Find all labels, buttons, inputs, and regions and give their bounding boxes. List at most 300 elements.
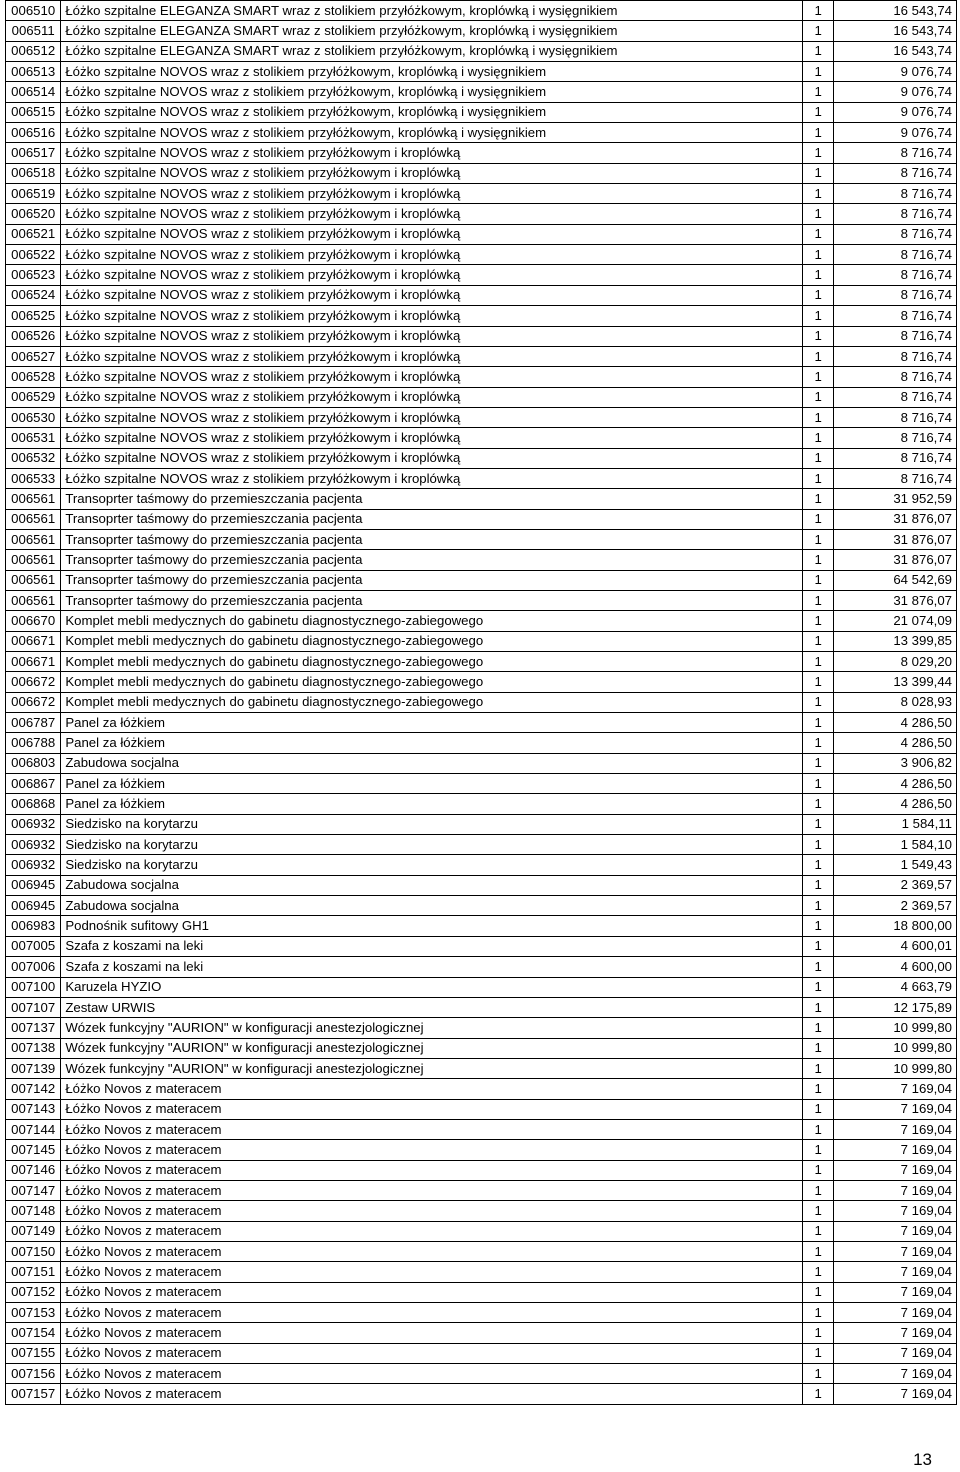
inventory-number: 006867 (6, 774, 61, 794)
inventory-number: 006803 (6, 753, 61, 773)
item-name: Komplet mebli medycznych do gabinetu diagnostycznego-zabiegowego (61, 692, 803, 712)
item-value: 31 876,07 (834, 590, 957, 610)
inventory-number: 007153 (6, 1303, 61, 1323)
inventory-number: 006932 (6, 814, 61, 834)
item-quantity: 1 (803, 774, 834, 794)
inventory-number: 006983 (6, 916, 61, 936)
item-name: Panel za łóżkiem (61, 733, 803, 753)
item-quantity: 1 (803, 1221, 834, 1241)
item-name: Komplet mebli medycznych do gabinetu diagnostycznego-zabiegowego (61, 672, 803, 692)
table-row (6, 367, 957, 387)
inventory-number: 007156 (6, 1364, 61, 1384)
item-quantity: 1 (803, 631, 834, 651)
item-name: Transoprter taśmowy do przemieszczania pacjenta (61, 590, 803, 610)
item-name: Łóżko szpitalne NOVOS wraz z stolikiem przyłóżkowym i kroplówką (61, 346, 803, 366)
item-value: 8 716,74 (834, 346, 957, 366)
item-quantity: 1 (803, 794, 834, 814)
table-row (6, 41, 957, 61)
item-value: 8 716,74 (834, 143, 957, 163)
inventory-number: 006561 (6, 529, 61, 549)
item-value: 9 076,74 (834, 102, 957, 122)
inventory-number: 006788 (6, 733, 61, 753)
inventory-number: 007146 (6, 1160, 61, 1180)
table-row (6, 1140, 957, 1160)
table-row (6, 977, 957, 997)
item-name: Panel za łóżkiem (61, 794, 803, 814)
inventory-number: 006515 (6, 102, 61, 122)
inventory-number: 007148 (6, 1201, 61, 1221)
table-row (6, 468, 957, 488)
item-quantity: 1 (803, 611, 834, 631)
item-value: 4 663,79 (834, 977, 957, 997)
inventory-number: 007154 (6, 1323, 61, 1343)
item-name: Łóżko Novos z materacem (61, 1140, 803, 1160)
item-quantity: 1 (803, 143, 834, 163)
inventory-number: 006561 (6, 590, 61, 610)
item-quantity: 1 (803, 306, 834, 326)
item-quantity: 1 (803, 224, 834, 244)
item-name: Zabudowa socjalna (61, 875, 803, 895)
item-value: 1 584,11 (834, 814, 957, 834)
item-quantity: 1 (803, 448, 834, 468)
item-name: Łóżko szpitalne NOVOS wraz z stolikiem przyłóżkowym, kroplówką i wysięgnikiem (61, 123, 803, 143)
item-name: Łóżko szpitalne NOVOS wraz z stolikiem przyłóżkowym i kroplówką (61, 407, 803, 427)
table-row (6, 957, 957, 977)
item-name: Łóżko szpitalne ELEGANZA SMART wraz z stolikiem przyłóżkowym, kroplówką i wysięgnikiem (61, 21, 803, 41)
item-quantity: 1 (803, 407, 834, 427)
table-row (6, 346, 957, 366)
table-row (6, 550, 957, 570)
item-quantity: 1 (803, 1364, 834, 1384)
table-row (6, 1221, 957, 1241)
inventory-number: 006561 (6, 509, 61, 529)
item-value: 8 716,74 (834, 326, 957, 346)
item-quantity: 1 (803, 1343, 834, 1363)
table-row (6, 1241, 957, 1261)
item-value: 18 800,00 (834, 916, 957, 936)
item-name: Łóżko szpitalne NOVOS wraz z stolikiem przyłóżkowym i kroplówką (61, 245, 803, 265)
table-row (6, 794, 957, 814)
item-quantity: 1 (803, 713, 834, 733)
item-name: Łóżko Novos z materacem (61, 1079, 803, 1099)
item-name: Łóżko szpitalne NOVOS wraz z stolikiem przyłóżkowym i kroplówką (61, 306, 803, 326)
item-name: Łóżko Novos z materacem (61, 1364, 803, 1384)
item-quantity: 1 (803, 1, 834, 21)
item-quantity: 1 (803, 997, 834, 1017)
inventory-number: 006671 (6, 631, 61, 651)
item-name: Siedzisko na korytarzu (61, 814, 803, 834)
item-quantity: 1 (803, 672, 834, 692)
item-quantity: 1 (803, 184, 834, 204)
item-value: 2 369,57 (834, 875, 957, 895)
inventory-number: 006672 (6, 672, 61, 692)
item-name: Łóżko szpitalne NOVOS wraz z stolikiem przyłóżkowym i kroplówką (61, 387, 803, 407)
item-quantity: 1 (803, 245, 834, 265)
item-name: Transoprter taśmowy do przemieszczania pacjenta (61, 529, 803, 549)
item-value: 31 952,59 (834, 489, 957, 509)
table-row (6, 611, 957, 631)
item-name: Łóżko szpitalne NOVOS wraz z stolikiem przyłóżkowym i kroplówką (61, 204, 803, 224)
item-value: 12 175,89 (834, 997, 957, 1017)
table-row (6, 489, 957, 509)
item-quantity: 1 (803, 428, 834, 448)
table-row (6, 123, 957, 143)
table-row (6, 1079, 957, 1099)
item-name: Zabudowa socjalna (61, 753, 803, 773)
inventory-number: 006519 (6, 184, 61, 204)
item-value: 16 543,74 (834, 1, 957, 21)
item-quantity: 1 (803, 41, 834, 61)
item-quantity: 1 (803, 855, 834, 875)
item-name: Łóżko szpitalne NOVOS wraz z stolikiem przyłóżkowym i kroplówką (61, 428, 803, 448)
table-row (6, 184, 957, 204)
item-name: Siedzisko na korytarzu (61, 855, 803, 875)
table-row (6, 326, 957, 346)
table-row (6, 306, 957, 326)
inventory-number: 006672 (6, 692, 61, 712)
inventory-number: 006526 (6, 326, 61, 346)
item-quantity: 1 (803, 733, 834, 753)
inventory-number: 006945 (6, 896, 61, 916)
item-name: Łóżko Novos z materacem (61, 1119, 803, 1139)
item-name: Zabudowa socjalna (61, 896, 803, 916)
item-quantity: 1 (803, 814, 834, 834)
item-value: 8 716,74 (834, 448, 957, 468)
item-name: Łóżko szpitalne NOVOS wraz z stolikiem przyłóżkowym i kroplówką (61, 285, 803, 305)
table-row (6, 163, 957, 183)
item-value: 7 169,04 (834, 1160, 957, 1180)
inventory-number: 007137 (6, 1018, 61, 1038)
table-row (6, 896, 957, 916)
item-value: 8 716,74 (834, 428, 957, 448)
item-value: 7 169,04 (834, 1384, 957, 1404)
item-value: 7 169,04 (834, 1180, 957, 1200)
item-name: Łóżko szpitalne NOVOS wraz z stolikiem przyłóżkowym i kroplówką (61, 448, 803, 468)
table-row (6, 448, 957, 468)
item-value: 8 028,93 (834, 692, 957, 712)
inventory-number: 007144 (6, 1119, 61, 1139)
item-quantity: 1 (803, 652, 834, 672)
table-row (6, 509, 957, 529)
table-row (6, 855, 957, 875)
table-row (6, 936, 957, 956)
table-row (6, 1058, 957, 1078)
table-row (6, 102, 957, 122)
item-quantity: 1 (803, 1303, 834, 1323)
item-value: 9 076,74 (834, 123, 957, 143)
item-quantity: 1 (803, 62, 834, 82)
table-row (6, 1038, 957, 1058)
item-value: 7 169,04 (834, 1241, 957, 1261)
item-name: Łóżko Novos z materacem (61, 1323, 803, 1343)
item-name: Łóżko szpitalne NOVOS wraz z stolikiem przyłóżkowym i kroplówką (61, 265, 803, 285)
item-name: Szafa z koszami na leki (61, 957, 803, 977)
item-quantity: 1 (803, 916, 834, 936)
inventory-number: 006512 (6, 41, 61, 61)
item-value: 4 286,50 (834, 774, 957, 794)
item-value: 2 369,57 (834, 896, 957, 916)
inventory-number: 006528 (6, 367, 61, 387)
item-value: 7 169,04 (834, 1099, 957, 1119)
inventory-number: 006932 (6, 835, 61, 855)
table-row (6, 21, 957, 41)
item-name: Podnośnik sufitowy GH1 (61, 916, 803, 936)
item-quantity: 1 (803, 1038, 834, 1058)
item-name: Wózek funkcyjny "AURION" w konfiguracji anestezjologicznej (61, 1058, 803, 1078)
item-quantity: 1 (803, 1282, 834, 1302)
item-value: 10 999,80 (834, 1038, 957, 1058)
inventory-number: 006517 (6, 143, 61, 163)
item-value: 8 716,74 (834, 265, 957, 285)
table-row (6, 143, 957, 163)
item-quantity: 1 (803, 529, 834, 549)
item-value: 7 169,04 (834, 1282, 957, 1302)
item-value: 1 549,43 (834, 855, 957, 875)
item-quantity: 1 (803, 1323, 834, 1343)
item-quantity: 1 (803, 346, 834, 366)
inventory-number: 007152 (6, 1282, 61, 1302)
item-name: Komplet mebli medycznych do gabinetu diagnostycznego-zabiegowego (61, 611, 803, 631)
inventory-number: 006932 (6, 855, 61, 875)
item-value: 8 716,74 (834, 204, 957, 224)
inventory-number: 007145 (6, 1140, 61, 1160)
item-quantity: 1 (803, 570, 834, 590)
item-value: 8 029,20 (834, 652, 957, 672)
inventory-number: 006529 (6, 387, 61, 407)
item-name: Łóżko Novos z materacem (61, 1201, 803, 1221)
item-value: 7 169,04 (834, 1323, 957, 1343)
inventory-number: 006670 (6, 611, 61, 631)
table-row (6, 1323, 957, 1343)
item-quantity: 1 (803, 1099, 834, 1119)
item-value: 4 286,50 (834, 794, 957, 814)
item-value: 8 716,74 (834, 224, 957, 244)
item-value: 7 169,04 (834, 1303, 957, 1323)
inventory-number: 006531 (6, 428, 61, 448)
item-value: 4 286,50 (834, 733, 957, 753)
item-name: Zestaw URWIS (61, 997, 803, 1017)
inventory-number: 006518 (6, 163, 61, 183)
item-quantity: 1 (803, 957, 834, 977)
table-row (6, 204, 957, 224)
table-row (6, 285, 957, 305)
item-quantity: 1 (803, 1262, 834, 1282)
item-name: Siedzisko na korytarzu (61, 835, 803, 855)
item-quantity: 1 (803, 1180, 834, 1200)
item-quantity: 1 (803, 550, 834, 570)
item-quantity: 1 (803, 204, 834, 224)
inventory-number: 006522 (6, 245, 61, 265)
item-value: 8 716,74 (834, 285, 957, 305)
inventory-number: 006520 (6, 204, 61, 224)
table-row (6, 733, 957, 753)
table-row (6, 1364, 957, 1384)
inventory-number: 007143 (6, 1099, 61, 1119)
inventory-number: 007157 (6, 1384, 61, 1404)
item-quantity: 1 (803, 468, 834, 488)
item-quantity: 1 (803, 1018, 834, 1038)
item-name: Karuzela HYZIO (61, 977, 803, 997)
table-row (6, 428, 957, 448)
item-value: 7 169,04 (834, 1221, 957, 1241)
item-quantity: 1 (803, 285, 834, 305)
inventory-number: 006524 (6, 285, 61, 305)
inventory-number: 007006 (6, 957, 61, 977)
item-name: Panel za łóżkiem (61, 774, 803, 794)
item-name: Wózek funkcyjny "AURION" w konfiguracji anestezjologicznej (61, 1018, 803, 1038)
table-row (6, 1160, 957, 1180)
item-value: 31 876,07 (834, 550, 957, 570)
table-row (6, 387, 957, 407)
inventory-number: 006513 (6, 62, 61, 82)
item-value: 1 584,10 (834, 835, 957, 855)
item-quantity: 1 (803, 1058, 834, 1078)
item-value: 10 999,80 (834, 1018, 957, 1038)
item-quantity: 1 (803, 875, 834, 895)
table-row (6, 1119, 957, 1139)
item-name: Łóżko szpitalne NOVOS wraz z stolikiem przyłóżkowym, kroplówką i wysięgnikiem (61, 62, 803, 82)
item-quantity: 1 (803, 265, 834, 285)
item-name: Łóżko szpitalne NOVOS wraz z stolikiem przyłóżkowym i kroplówką (61, 163, 803, 183)
table-row (6, 692, 957, 712)
inventory-number: 007151 (6, 1262, 61, 1282)
item-quantity: 1 (803, 1079, 834, 1099)
inventory-number: 007149 (6, 1221, 61, 1241)
inventory-number: 006527 (6, 346, 61, 366)
item-name: Łóżko Novos z materacem (61, 1099, 803, 1119)
table-row (6, 529, 957, 549)
item-name: Łóżko Novos z materacem (61, 1262, 803, 1282)
item-quantity: 1 (803, 692, 834, 712)
item-quantity: 1 (803, 1241, 834, 1261)
item-name: Wózek funkcyjny "AURION" w konfiguracji anestezjologicznej (61, 1038, 803, 1058)
item-value: 16 543,74 (834, 41, 957, 61)
item-name: Łóżko Novos z materacem (61, 1282, 803, 1302)
item-name: Transoprter taśmowy do przemieszczania pacjenta (61, 550, 803, 570)
table-row (6, 1180, 957, 1200)
table-row (6, 1018, 957, 1038)
item-quantity: 1 (803, 82, 834, 102)
table-row (6, 997, 957, 1017)
item-name: Transoprter taśmowy do przemieszczania pacjenta (61, 489, 803, 509)
item-name: Łóżko Novos z materacem (61, 1303, 803, 1323)
item-value: 9 076,74 (834, 62, 957, 82)
item-value: 9 076,74 (834, 82, 957, 102)
item-name: Łóżko Novos z materacem (61, 1160, 803, 1180)
item-value: 8 716,74 (834, 387, 957, 407)
inventory-number: 006523 (6, 265, 61, 285)
inventory-number: 006510 (6, 1, 61, 21)
table-row (6, 875, 957, 895)
item-quantity: 1 (803, 1119, 834, 1139)
inventory-number: 007138 (6, 1038, 61, 1058)
item-value: 4 600,00 (834, 957, 957, 977)
item-value: 8 716,74 (834, 367, 957, 387)
item-value: 21 074,09 (834, 611, 957, 631)
item-name: Transoprter taśmowy do przemieszczania pacjenta (61, 509, 803, 529)
item-value: 31 876,07 (834, 509, 957, 529)
item-name: Szafa z koszami na leki (61, 936, 803, 956)
item-value: 7 169,04 (834, 1079, 957, 1099)
inventory-number: 006561 (6, 550, 61, 570)
table-row (6, 672, 957, 692)
item-name: Łóżko szpitalne NOVOS wraz z stolikiem przyłóżkowym i kroplówką (61, 224, 803, 244)
table-row (6, 814, 957, 834)
table-row (6, 631, 957, 651)
item-quantity: 1 (803, 163, 834, 183)
inventory-number: 007150 (6, 1241, 61, 1261)
item-quantity: 1 (803, 509, 834, 529)
inventory-number: 006787 (6, 713, 61, 733)
inventory-number: 006532 (6, 448, 61, 468)
inventory-number: 007147 (6, 1180, 61, 1200)
table-row (6, 224, 957, 244)
table-row (6, 1099, 957, 1119)
inventory-number: 006671 (6, 652, 61, 672)
item-value: 7 169,04 (834, 1262, 957, 1282)
table-row (6, 82, 957, 102)
item-value: 31 876,07 (834, 529, 957, 549)
item-quantity: 1 (803, 387, 834, 407)
item-quantity: 1 (803, 21, 834, 41)
item-value: 8 716,74 (834, 468, 957, 488)
item-name: Łóżko szpitalne ELEGANZA SMART wraz z stolikiem przyłóżkowym, kroplówką i wysięgnikiem (61, 41, 803, 61)
table-row (6, 245, 957, 265)
table-row (6, 1343, 957, 1363)
item-name: Łóżko szpitalne NOVOS wraz z stolikiem przyłóżkowym, kroplówką i wysięgnikiem (61, 102, 803, 122)
table-row (6, 652, 957, 672)
item-quantity: 1 (803, 753, 834, 773)
inventory-number: 007139 (6, 1058, 61, 1078)
item-value: 16 543,74 (834, 21, 957, 41)
item-name: Łóżko Novos z materacem (61, 1343, 803, 1363)
item-name: Łóżko szpitalne NOVOS wraz z stolikiem przyłóżkowym i kroplówką (61, 367, 803, 387)
inventory-number: 007107 (6, 997, 61, 1017)
inventory-number: 007100 (6, 977, 61, 997)
page-number: 13 (913, 1450, 932, 1469)
table-row (6, 1282, 957, 1302)
item-value: 13 399,85 (834, 631, 957, 651)
item-quantity: 1 (803, 489, 834, 509)
item-value: 7 169,04 (834, 1343, 957, 1363)
inventory-number: 006525 (6, 306, 61, 326)
table-row (6, 1262, 957, 1282)
table-row (6, 1384, 957, 1404)
item-quantity: 1 (803, 1140, 834, 1160)
inventory-number: 006561 (6, 570, 61, 590)
item-name: Łóżko Novos z materacem (61, 1241, 803, 1261)
inventory-number: 006511 (6, 21, 61, 41)
item-name: Łóżko Novos z materacem (61, 1384, 803, 1404)
item-value: 7 169,04 (834, 1119, 957, 1139)
table-row (6, 835, 957, 855)
item-name: Transoprter taśmowy do przemieszczania pacjenta (61, 570, 803, 590)
inventory-number: 006945 (6, 875, 61, 895)
item-quantity: 1 (803, 977, 834, 997)
item-quantity: 1 (803, 590, 834, 610)
item-quantity: 1 (803, 1201, 834, 1221)
item-value: 4 286,50 (834, 713, 957, 733)
item-name: Łóżko Novos z materacem (61, 1221, 803, 1241)
inventory-table (5, 0, 957, 1405)
item-value: 7 169,04 (834, 1140, 957, 1160)
item-value: 64 542,69 (834, 570, 957, 590)
item-quantity: 1 (803, 102, 834, 122)
inventory-number: 006516 (6, 123, 61, 143)
inventory-number: 006533 (6, 468, 61, 488)
inventory-number: 007142 (6, 1079, 61, 1099)
item-name: Łóżko Novos z materacem (61, 1180, 803, 1200)
